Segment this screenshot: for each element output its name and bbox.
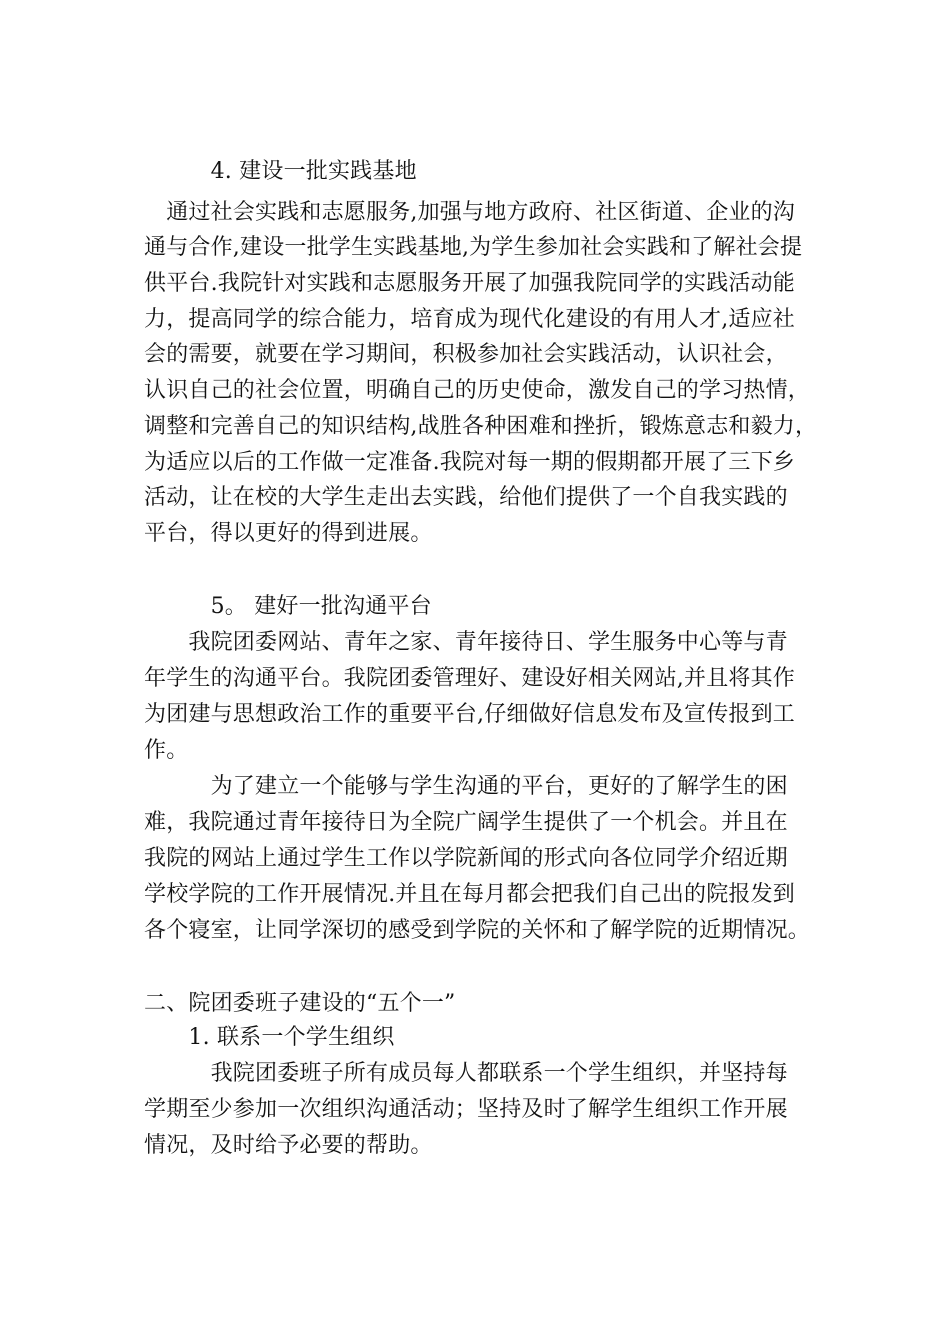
paragraph-line: 供平台.我院针对实践和志愿服务开展了加强我院同学的实践活动能	[144, 271, 795, 296]
section-heading: 1. 联系一个学生组织	[144, 1025, 395, 1050]
paragraph-line: 难，我院通过青年接待日为全院广阔学生提供了一个机会。并且在	[144, 810, 788, 835]
paragraph-line: 通与合作,建设一批学生实践基地,为学生参加社会实践和了解社会提	[144, 235, 803, 260]
chapter-heading: 二、院团委班子建设的“五个一”	[144, 991, 456, 1016]
paragraph-line: 为团建与思想政治工作的重要平台,仔细做好信息发布及宣传报到工	[144, 702, 795, 727]
paragraph-line: 情况，及时给予必要的帮助。	[144, 1133, 433, 1158]
paragraph-line: 力，提高同学的综合能力，培育成为现代化建设的有用人才,适应社	[144, 307, 795, 332]
paragraph-line: 调整和完善自己的知识结构,战胜各种困难和挫折，锻炼意志和毅力，	[144, 414, 818, 439]
paragraph-line: 为适应以后的工作做一定准备.我院对每一期的假期都开展了三下乡	[144, 450, 795, 475]
paragraph-line: 为了建立一个能够与学生沟通的平台，更好的了解学生的困	[144, 774, 788, 799]
paragraph-line: 我院团委网站、青年之家、青年接待日、学生服务中心等与青	[144, 630, 788, 655]
paragraph-line: 作。	[144, 738, 189, 763]
paragraph-line: 我院团委班子所有成员每人都联系一个学生组织，并坚持每	[144, 1061, 788, 1086]
section-heading: 5。 建好一批沟通平台	[144, 594, 432, 619]
paragraph-line: 活动，让在校的大学生走出去实践，给他们提供了一个自我实践的	[144, 485, 788, 510]
paragraph-line: 认识自己的社会位置，明确自己的历史使命，激发自己的学习热情，	[144, 378, 811, 403]
paragraph-line: 学期至少参加一次组织沟通活动；坚持及时了解学生组织工作开展	[144, 1097, 788, 1122]
paragraph-line: 会的需要，就要在学习期间，积极参加社会实践活动，认识社会，	[144, 342, 788, 367]
paragraph-line: 各个寝室，让同学深切的感受到学院的关怀和了解学院的近期情况。	[144, 918, 811, 943]
paragraph-line: 我院的网站上通过学生工作以学院新闻的形式向各位同学介绍近期	[144, 846, 788, 871]
paragraph-line: 通过社会实践和志愿服务,加强与地方政府、社区街道、企业的沟	[144, 200, 795, 225]
section-heading: 4. 建设一批实践基地	[144, 159, 417, 184]
paragraph-line: 年学生的沟通平台。我院团委管理好、建设好相关网站,并且将其作	[144, 666, 795, 691]
paragraph-line: 平台，得以更好的得到进展。	[144, 521, 433, 546]
paragraph-line: 学校学院的工作开展情况.并且在每月都会把我们自己出的院报发到	[144, 882, 795, 907]
